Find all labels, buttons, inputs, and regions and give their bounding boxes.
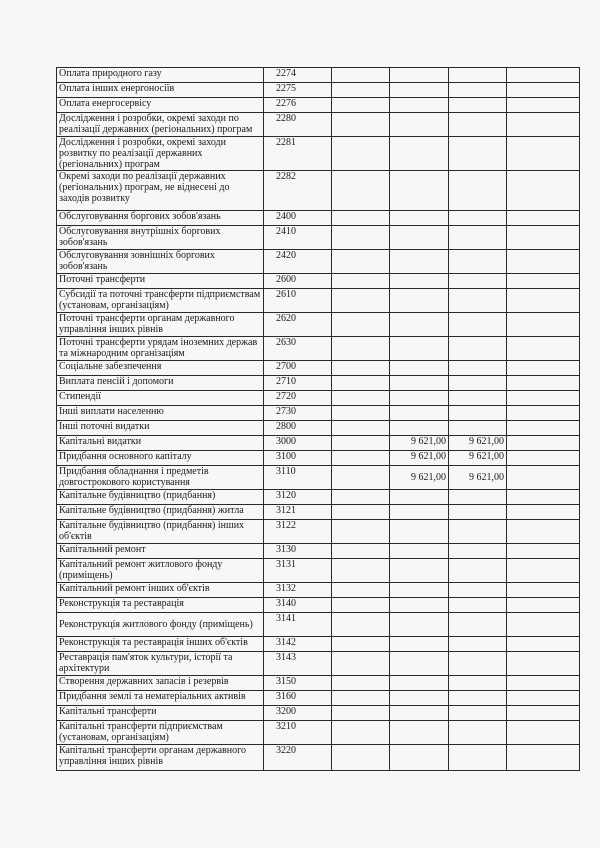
row-value-cell <box>332 406 390 421</box>
table-row <box>57 745 580 771</box>
row-name-cell: Обслуговування боргових зобов'язань <box>57 211 264 226</box>
row-amount-cell <box>449 544 507 559</box>
row-name-cell: Придбання землі та нематеріальних активів <box>57 691 264 706</box>
row-name-cell: Дослідження і розробки, окремі заходи по реалізації державних (регіональних) програм <box>57 113 264 137</box>
row-value-cell <box>507 113 580 137</box>
row-value-cell <box>332 171 390 211</box>
table-row <box>57 274 580 289</box>
row-amount-cell <box>449 137 507 171</box>
table-row <box>57 421 580 436</box>
row-name-cell: Придбання основного капіталу <box>57 451 264 466</box>
row-name-cell: Капітальне будівництво (придбання) житла <box>57 505 264 520</box>
row-amount-cell <box>390 706 449 721</box>
row-value-cell <box>332 250 390 274</box>
row-name-cell: Капітальні трансферти підприємствам (установам, організаціям) <box>57 721 264 745</box>
row-amount-cell <box>449 171 507 211</box>
row-value-cell <box>507 613 580 637</box>
row-value-cell <box>507 520 580 544</box>
row-value-cell <box>332 113 390 137</box>
row-value-cell <box>507 313 580 337</box>
row-code-cell: 2276 <box>264 98 332 113</box>
row-value-cell <box>507 68 580 83</box>
row-code-cell: 2282 <box>264 171 332 211</box>
row-value-cell <box>332 337 390 361</box>
table-row <box>57 637 580 652</box>
table-row <box>57 211 580 226</box>
row-amount-cell: 9 621,00 <box>390 451 449 466</box>
row-amount-cell <box>449 226 507 250</box>
table-row <box>57 691 580 706</box>
row-amount-cell: 9 621,00 <box>390 436 449 451</box>
row-amount-cell <box>449 421 507 436</box>
row-amount-cell <box>390 721 449 745</box>
row-name-cell: Поточні трансферти органам державного управління інших рівнів <box>57 313 264 337</box>
table-row <box>57 391 580 406</box>
row-value-cell <box>507 376 580 391</box>
row-value-cell <box>332 691 390 706</box>
row-amount-cell <box>449 98 507 113</box>
row-name-cell: Реконструкція та реставрація інших об'єктів <box>57 637 264 652</box>
expenditure-table <box>56 67 580 771</box>
row-name-cell: Оплата енергосервісу <box>57 98 264 113</box>
table-row <box>57 598 580 613</box>
row-code-cell: 3141 <box>264 613 332 637</box>
row-amount-cell <box>390 421 449 436</box>
row-value-cell <box>507 226 580 250</box>
row-value-cell <box>507 691 580 706</box>
row-value-cell <box>507 361 580 376</box>
row-code-cell: 3160 <box>264 691 332 706</box>
row-value-cell <box>332 652 390 676</box>
row-value-cell <box>332 376 390 391</box>
row-code-cell: 3121 <box>264 505 332 520</box>
row-amount-cell <box>390 250 449 274</box>
row-amount-cell <box>390 490 449 505</box>
row-code-cell: 2710 <box>264 376 332 391</box>
row-amount-cell <box>390 406 449 421</box>
row-amount-cell <box>449 559 507 583</box>
row-amount-cell <box>390 691 449 706</box>
row-value-cell <box>332 211 390 226</box>
row-value-cell <box>332 83 390 98</box>
row-value-cell <box>507 289 580 313</box>
table-row <box>57 520 580 544</box>
row-name-cell: Оплата інших енергоносіїв <box>57 83 264 98</box>
row-value-cell <box>332 676 390 691</box>
row-name-cell: Реконструкція житлового фонду (приміщень) <box>57 613 264 637</box>
row-value-cell <box>332 361 390 376</box>
table-row <box>57 137 580 171</box>
table-row <box>57 583 580 598</box>
row-name-cell: Капітальний ремонт інших об'єктів <box>57 583 264 598</box>
row-value-cell <box>332 466 390 490</box>
table-row <box>57 505 580 520</box>
row-amount-cell <box>390 313 449 337</box>
row-value-cell <box>507 637 580 652</box>
row-code-cell: 3000 <box>264 436 332 451</box>
row-name-cell: Капітальний ремонт житлового фонду (приміщень) <box>57 559 264 583</box>
row-amount-cell <box>449 313 507 337</box>
row-value-cell <box>507 706 580 721</box>
row-amount-cell <box>390 745 449 771</box>
row-code-cell: 3100 <box>264 451 332 466</box>
table-row <box>57 544 580 559</box>
row-amount-cell <box>390 676 449 691</box>
row-amount-cell: 9 621,00 <box>390 466 449 490</box>
row-value-cell <box>332 706 390 721</box>
row-code-cell: 2620 <box>264 313 332 337</box>
row-value-cell <box>507 274 580 289</box>
row-value-cell <box>507 676 580 691</box>
row-value-cell <box>507 466 580 490</box>
row-amount-cell <box>390 361 449 376</box>
row-value-cell <box>332 68 390 83</box>
row-value-cell <box>332 451 390 466</box>
table-row <box>57 613 580 637</box>
row-name-cell: Капітальний ремонт <box>57 544 264 559</box>
row-value-cell <box>507 436 580 451</box>
row-value-cell <box>507 559 580 583</box>
row-value-cell <box>507 505 580 520</box>
row-amount-cell <box>390 337 449 361</box>
row-name-cell: Субсидії та поточні трансферти підприємствам (установам, організаціям) <box>57 289 264 313</box>
row-code-cell: 2281 <box>264 137 332 171</box>
row-amount-cell <box>449 691 507 706</box>
row-amount-cell <box>390 289 449 313</box>
row-name-cell: Капітальні видатки <box>57 436 264 451</box>
row-name-cell: Обслуговування внутрішніх боргових зобов'язань <box>57 226 264 250</box>
row-value-cell <box>507 211 580 226</box>
row-value-cell <box>507 598 580 613</box>
table-row <box>57 376 580 391</box>
table-row <box>57 68 580 83</box>
row-amount-cell <box>390 171 449 211</box>
row-amount-cell <box>449 637 507 652</box>
row-value-cell <box>332 289 390 313</box>
table-row <box>57 289 580 313</box>
row-amount-cell: 9 621,00 <box>449 466 507 490</box>
row-name-cell: Стипендії <box>57 391 264 406</box>
row-code-cell: 2800 <box>264 421 332 436</box>
row-code-cell: 3130 <box>264 544 332 559</box>
row-value-cell <box>332 613 390 637</box>
row-code-cell: 3220 <box>264 745 332 771</box>
row-amount-cell <box>390 583 449 598</box>
table-row <box>57 451 580 466</box>
table-row <box>57 98 580 113</box>
row-code-cell: 2420 <box>264 250 332 274</box>
row-amount-cell <box>390 598 449 613</box>
row-code-cell: 3150 <box>264 676 332 691</box>
row-value-cell <box>332 598 390 613</box>
row-amount-cell <box>390 211 449 226</box>
row-name-cell: Обслуговування зовнішніх боргових зобов'язань <box>57 250 264 274</box>
row-value-cell <box>507 406 580 421</box>
table-row <box>57 171 580 211</box>
row-amount-cell <box>449 520 507 544</box>
row-code-cell: 3132 <box>264 583 332 598</box>
row-amount-cell <box>449 583 507 598</box>
row-amount-cell <box>390 113 449 137</box>
row-amount-cell <box>390 83 449 98</box>
row-amount-cell <box>449 613 507 637</box>
row-amount-cell <box>449 490 507 505</box>
row-amount-cell <box>390 544 449 559</box>
table-row <box>57 406 580 421</box>
row-code-cell: 3143 <box>264 652 332 676</box>
row-value-cell <box>332 226 390 250</box>
row-value-cell <box>332 274 390 289</box>
row-value-cell <box>332 544 390 559</box>
table-row <box>57 337 580 361</box>
row-name-cell: Створення державних запасів і резервів <box>57 676 264 691</box>
row-value-cell <box>332 637 390 652</box>
row-code-cell: 2410 <box>264 226 332 250</box>
row-amount-cell <box>449 361 507 376</box>
row-value-cell <box>507 391 580 406</box>
row-name-cell: Капітальні трансферти органам державного управління інших рівнів <box>57 745 264 771</box>
row-amount-cell: 9 621,00 <box>449 451 507 466</box>
table-row <box>57 676 580 691</box>
row-amount-cell <box>449 505 507 520</box>
row-amount-cell <box>390 505 449 520</box>
row-amount-cell <box>449 113 507 137</box>
row-name-cell: Поточні трансферти <box>57 274 264 289</box>
row-code-cell: 3142 <box>264 637 332 652</box>
row-value-cell <box>507 583 580 598</box>
row-name-cell: Інші поточні видатки <box>57 421 264 436</box>
row-amount-cell <box>449 706 507 721</box>
row-value-cell <box>332 98 390 113</box>
row-code-cell: 3110 <box>264 466 332 490</box>
table-row <box>57 466 580 490</box>
row-name-cell: Дослідження і розробки, окремі заходи розвитку по реалізації державних (регіональних) програм <box>57 137 264 171</box>
row-value-cell <box>332 137 390 171</box>
row-amount-cell <box>390 376 449 391</box>
table-row <box>57 490 580 505</box>
row-value-cell <box>332 559 390 583</box>
row-name-cell: Капітальні трансферти <box>57 706 264 721</box>
row-code-cell: 2610 <box>264 289 332 313</box>
row-name-cell: Капітальне будівництво (придбання) інших об'єктів <box>57 520 264 544</box>
row-value-cell <box>507 98 580 113</box>
row-value-cell <box>332 745 390 771</box>
row-code-cell: 2600 <box>264 274 332 289</box>
row-amount-cell <box>449 406 507 421</box>
row-amount-cell <box>390 68 449 83</box>
row-code-cell: 3120 <box>264 490 332 505</box>
table-row <box>57 721 580 745</box>
row-name-cell: Поточні трансферти урядам іноземних держав та міжнародним організаціям <box>57 337 264 361</box>
table-row <box>57 313 580 337</box>
row-code-cell: 2730 <box>264 406 332 421</box>
table-row <box>57 706 580 721</box>
row-name-cell: Інші виплати населенню <box>57 406 264 421</box>
row-code-cell: 2400 <box>264 211 332 226</box>
row-value-cell <box>507 745 580 771</box>
row-amount-cell <box>449 391 507 406</box>
row-value-cell <box>507 250 580 274</box>
row-amount-cell <box>390 652 449 676</box>
row-value-cell <box>507 490 580 505</box>
row-value-cell <box>332 391 390 406</box>
row-value-cell <box>332 490 390 505</box>
row-name-cell: Придбання обладнання і предметів довгострокового користування <box>57 466 264 490</box>
row-value-cell <box>332 505 390 520</box>
row-name-cell: Виплата пенсій і допомоги <box>57 376 264 391</box>
row-code-cell: 3210 <box>264 721 332 745</box>
table-row <box>57 83 580 98</box>
row-amount-cell <box>449 745 507 771</box>
row-amount-cell <box>449 83 507 98</box>
row-name-cell: Оплата природного газу <box>57 68 264 83</box>
row-name-cell: Соціальне забезпечення <box>57 361 264 376</box>
row-value-cell <box>332 520 390 544</box>
row-amount-cell <box>390 391 449 406</box>
row-value-cell <box>332 721 390 745</box>
table-row <box>57 559 580 583</box>
row-amount-cell <box>390 274 449 289</box>
row-amount-cell <box>449 211 507 226</box>
row-amount-cell <box>449 676 507 691</box>
row-amount-cell <box>449 337 507 361</box>
row-amount-cell <box>449 250 507 274</box>
row-amount-cell: 9 621,00 <box>449 436 507 451</box>
row-code-cell: 2280 <box>264 113 332 137</box>
row-amount-cell <box>449 68 507 83</box>
row-amount-cell <box>449 721 507 745</box>
table-row <box>57 226 580 250</box>
row-amount-cell <box>449 598 507 613</box>
row-code-cell: 2720 <box>264 391 332 406</box>
row-value-cell <box>332 421 390 436</box>
row-amount-cell <box>390 137 449 171</box>
row-name-cell: Реставрація пам'яток культури, історії та архітектури <box>57 652 264 676</box>
row-value-cell <box>332 436 390 451</box>
row-value-cell <box>507 652 580 676</box>
row-code-cell: 3122 <box>264 520 332 544</box>
table-row <box>57 113 580 137</box>
row-amount-cell <box>390 637 449 652</box>
row-code-cell: 3200 <box>264 706 332 721</box>
row-amount-cell <box>390 559 449 583</box>
row-amount-cell <box>390 520 449 544</box>
row-value-cell <box>507 337 580 361</box>
row-amount-cell <box>449 652 507 676</box>
row-code-cell: 2275 <box>264 83 332 98</box>
table-row <box>57 436 580 451</box>
row-amount-cell <box>449 376 507 391</box>
row-value-cell <box>507 83 580 98</box>
row-amount-cell <box>390 98 449 113</box>
row-code-cell: 3140 <box>264 598 332 613</box>
table-row <box>57 250 580 274</box>
row-value-cell <box>507 544 580 559</box>
table-row <box>57 652 580 676</box>
row-value-cell <box>332 313 390 337</box>
row-value-cell <box>507 721 580 745</box>
row-amount-cell <box>390 613 449 637</box>
row-code-cell: 2700 <box>264 361 332 376</box>
row-name-cell: Капітальне будівництво (придбання) <box>57 490 264 505</box>
row-amount-cell <box>390 226 449 250</box>
row-value-cell <box>507 137 580 171</box>
row-name-cell: Реконструкція та реставрація <box>57 598 264 613</box>
row-value-cell <box>507 171 580 211</box>
row-value-cell <box>507 451 580 466</box>
row-value-cell <box>507 421 580 436</box>
table-row <box>57 361 580 376</box>
row-value-cell <box>332 583 390 598</box>
row-amount-cell <box>449 274 507 289</box>
row-code-cell: 2274 <box>264 68 332 83</box>
table-body <box>57 68 580 771</box>
row-name-cell: Окремі заходи по реалізації державних (регіональних) програм, не віднесені до заходів розвитку <box>57 171 264 211</box>
row-code-cell: 2630 <box>264 337 332 361</box>
row-amount-cell <box>449 289 507 313</box>
row-code-cell: 3131 <box>264 559 332 583</box>
